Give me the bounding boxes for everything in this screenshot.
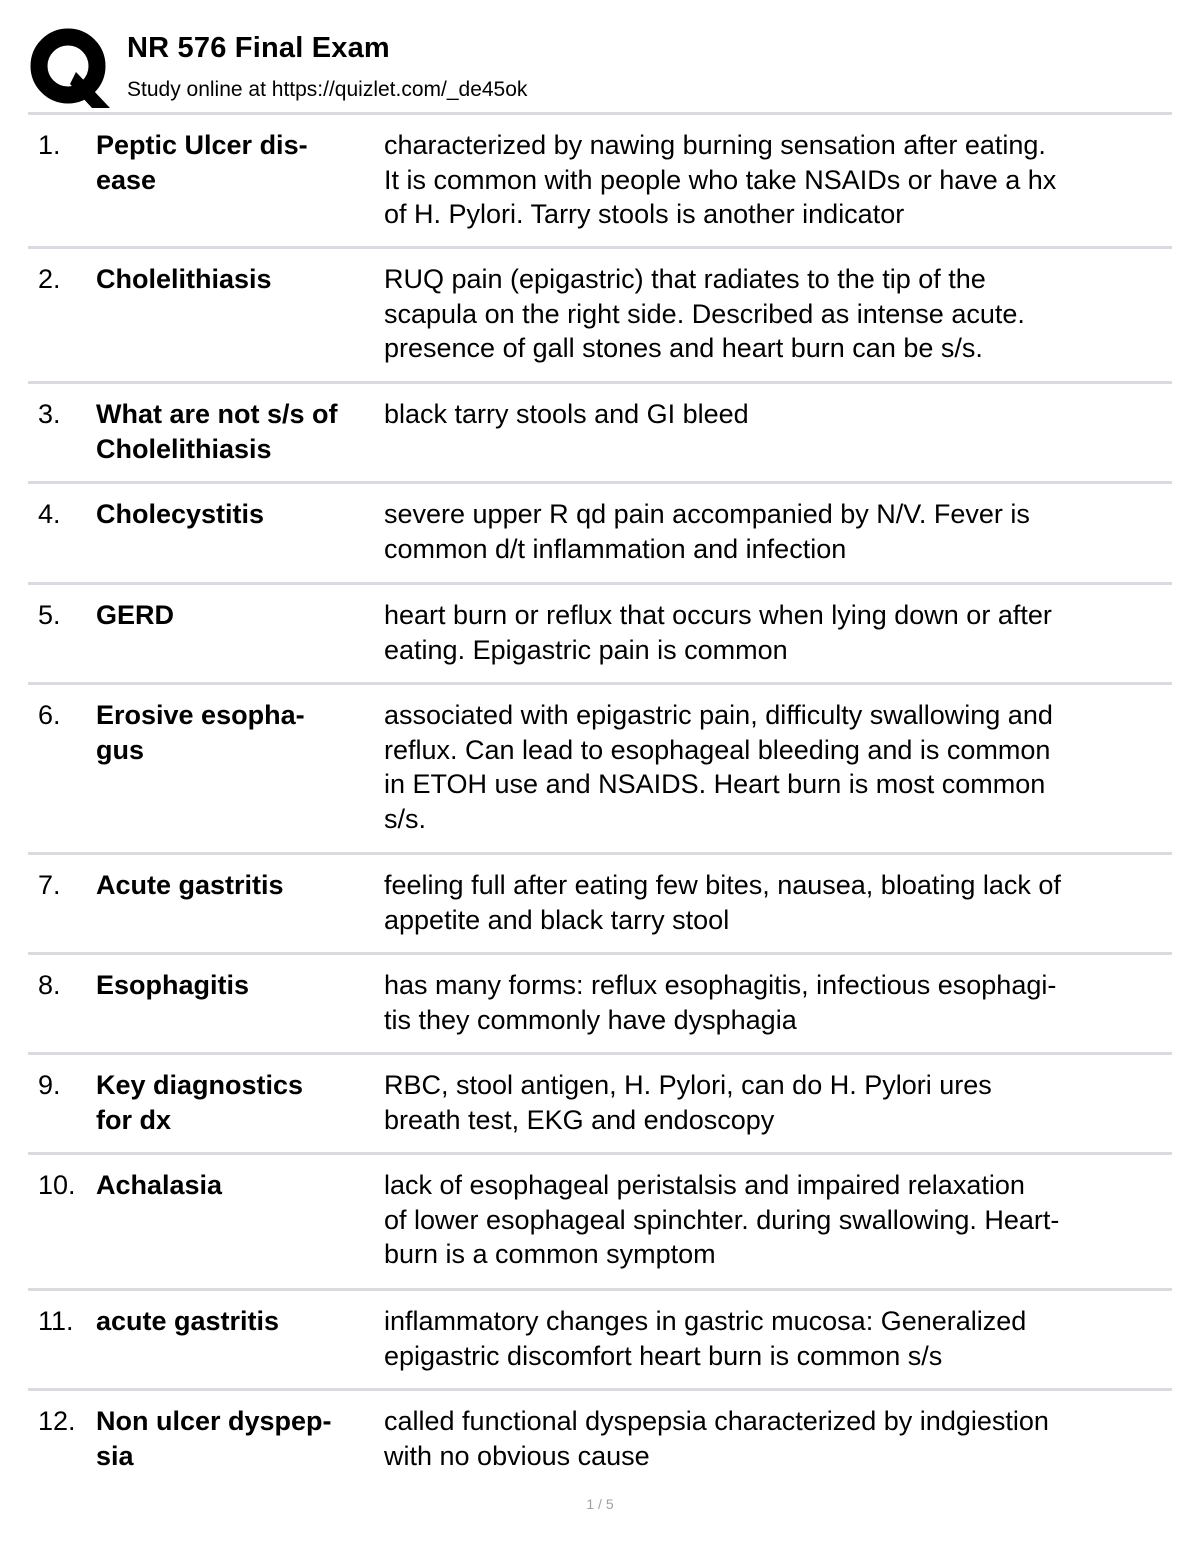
item-number: 10. [38,1170,76,1200]
term: Esophagitis [96,970,250,1000]
definition: heart burn or reflux that occurs when lying down or after eating. Epigastric pain is common [384,600,1052,665]
item-number: 1. [38,130,61,160]
list-item [28,1388,1172,1488]
list-item [28,582,1172,682]
list-item [28,1288,1172,1388]
item-number: 8. [38,970,61,1000]
list-item [28,852,1172,952]
item-number: 11. [38,1306,74,1336]
item-number: 6. [38,700,61,730]
term: What are not s/s of Cholelithiasis [96,399,338,464]
list-item [28,112,1172,246]
term: Cholelithiasis [96,264,272,294]
item-number: 5. [38,600,61,630]
item-number: 4. [38,499,61,529]
study-online-link[interactable]: Study online at https://quizlet.com/_de45ok [127,78,528,101]
definition: feeling full after eating few bites, nausea, bloating lack of appetite and black tarry stool [384,870,1061,935]
item-number: 12. [38,1406,76,1436]
quizlet-q-logo-icon [30,28,110,108]
list-item [28,381,1172,481]
item-number: 9. [38,1070,61,1100]
term: Key diagnostics for dx [96,1070,304,1135]
flashcard-list [28,112,1172,1488]
term: Acute gastritis [96,870,284,900]
definition: lack of esophageal peristalsis and impaired relaxation of lower esophageal spinchter. during swallowing. Heart- burn is a common symptom [384,1170,1060,1269]
item-number: 7. [38,870,61,900]
term: GERD [96,600,175,630]
list-item [28,1052,1172,1152]
term: Non ulcer dyspep- sia [96,1406,332,1471]
list-item [28,952,1172,1052]
definition: characterized by nawing burning sensation after eating. It is common with people who take NSAIDs or have a hx of H. Pylori. Tarry stools is another indicator [384,130,1057,229]
definition: inflammatory changes in gastric mucosa: Generalized epigastric discomfort heart burn is common s/s [384,1306,1027,1371]
list-item [28,682,1172,852]
definition: black tarry stools and GI bleed [384,399,749,429]
item-number: 3. [38,399,61,429]
definition: associated with epigastric pain, difficulty swallowing and reflux. Can lead to esophageal bleeding and is common in ETOH use and NSAIDS. Heart burn is most common s/s. [384,700,1053,834]
term: Cholecystitis [96,499,265,529]
definition: RBC, stool antigen, H. Pylori, can do H. Pylori ures breath test, EKG and endoscopy [384,1070,992,1135]
definition: severe upper R qd pain accompanied by N/V. Fever is common d/t inflammation and infection [384,499,1030,564]
definition: called functional dyspepsia characterized by indgiestion with no obvious cause [384,1406,1049,1471]
page-header [30,28,1172,108]
term: Peptic Ulcer dis- ease [96,130,308,195]
page-number: 1 / 5 [586,1496,614,1512]
definition: RUQ pain (epigastric) that radiates to the tip of the scapula on the right side. Described as intense acute. presence of gall stones and heart burn can be s/s. [384,264,1025,363]
item-number: 2. [38,264,61,294]
list-item [28,481,1172,582]
definition: has many forms: reflux esophagitis, infectious esophagi- tis they commonly have dysphagia [384,970,1057,1035]
page-title: NR 576 Final Exam [127,32,390,64]
list-item [28,1152,1172,1288]
list-item [28,246,1172,381]
term: Erosive esopha- gus [96,700,305,765]
term: acute gastritis [96,1306,280,1336]
term: Achalasia [96,1170,223,1200]
